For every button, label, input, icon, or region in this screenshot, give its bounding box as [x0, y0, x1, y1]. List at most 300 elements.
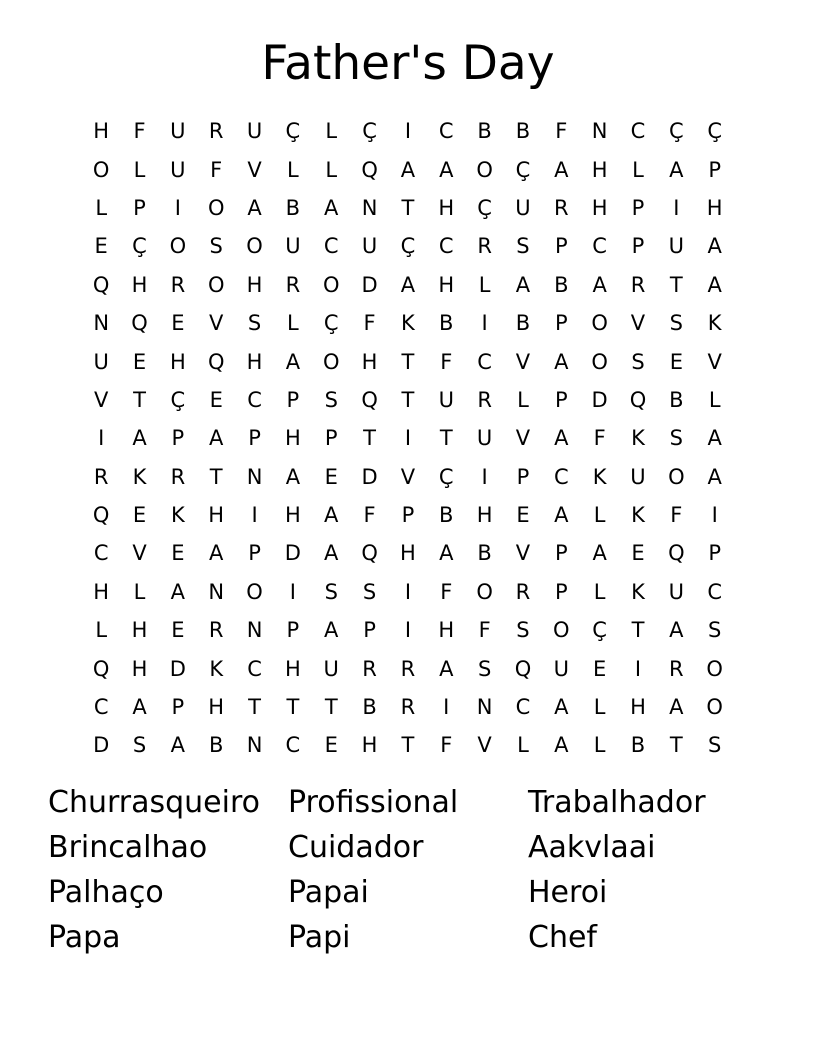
grid-letter[interactable]: T — [286, 695, 300, 720]
grid-letter[interactable]: T — [669, 733, 683, 758]
grid-letter[interactable]: A — [324, 503, 339, 528]
grid-letter[interactable]: U — [668, 234, 685, 259]
grid-letter[interactable]: E — [631, 541, 645, 566]
grid-letter[interactable]: T — [401, 733, 415, 758]
grid-letter[interactable]: K — [592, 464, 607, 489]
grid-letter[interactable]: A — [592, 541, 607, 566]
grid-letter[interactable]: F — [478, 618, 491, 643]
grid-letter[interactable]: R — [93, 464, 109, 489]
grid-letter[interactable]: O — [668, 464, 685, 489]
grid-letter[interactable]: I — [404, 426, 412, 451]
grid-letter[interactable]: T — [324, 695, 338, 720]
grid-letter[interactable]: S — [362, 579, 377, 604]
grid-letter[interactable]: O — [322, 349, 340, 374]
grid-letter[interactable]: I — [174, 195, 181, 220]
grid-letter[interactable]: T — [248, 695, 261, 720]
grid-letter[interactable]: H — [131, 618, 148, 643]
grid-letter[interactable]: Q — [92, 272, 110, 297]
grid-row — [82, 266, 734, 304]
grid-letter[interactable]: A — [209, 426, 224, 451]
grid-letter[interactable]: K — [170, 503, 185, 528]
grid-letter[interactable]: A — [515, 272, 531, 297]
grid-letter[interactable]: R — [208, 618, 224, 643]
grid-letter[interactable]: U — [361, 234, 378, 259]
grid-letter[interactable]: N — [246, 464, 263, 489]
grid-letter[interactable]: H — [591, 157, 608, 182]
grid-letter[interactable]: N — [246, 618, 263, 643]
grid-letter[interactable]: C — [477, 349, 492, 374]
grid-letter[interactable]: C — [247, 387, 262, 412]
grid-letter[interactable]: E — [171, 311, 185, 336]
grid-letter[interactable]: B — [669, 387, 684, 412]
grid-letter[interactable]: O — [591, 311, 608, 336]
grid-letter[interactable]: R — [362, 656, 377, 681]
grid-letter[interactable]: P — [708, 157, 721, 182]
grid-letter[interactable]: A — [285, 464, 301, 489]
grid-letter[interactable]: V — [247, 157, 262, 182]
grid-letter[interactable]: U — [246, 119, 263, 144]
grid-letter[interactable]: P — [554, 387, 568, 412]
grid-letter[interactable]: O — [246, 234, 263, 259]
grid-letter[interactable]: S — [247, 311, 262, 336]
grid-letter[interactable]: R — [630, 272, 646, 297]
grid-letter[interactable]: O — [476, 579, 493, 604]
grid-letter[interactable]: Q — [361, 157, 378, 182]
grid-letter[interactable]: S — [209, 234, 223, 259]
grid-letter[interactable]: R — [170, 272, 186, 297]
grid-letter[interactable]: O — [476, 157, 493, 182]
grid-letter[interactable]: A — [400, 272, 416, 297]
grid-letter[interactable]: D — [284, 541, 301, 566]
grid-letter[interactable]: I — [251, 503, 258, 528]
grid-letter[interactable]: P — [554, 579, 568, 604]
grid-letter[interactable]: U — [668, 579, 685, 604]
grid-letter[interactable]: H — [93, 579, 110, 604]
grid-letter[interactable]: S — [324, 579, 338, 604]
grid-letter[interactable]: E — [516, 503, 530, 528]
grid-letter[interactable]: E — [132, 349, 147, 374]
grid-letter[interactable]: B — [477, 541, 492, 566]
grid-letter[interactable]: H — [208, 503, 225, 528]
grid-letter[interactable]: Ç — [362, 119, 377, 144]
word-list-item: Papa — [48, 919, 121, 955]
grid-letter[interactable]: H — [208, 695, 225, 720]
grid-letter[interactable]: I — [634, 656, 642, 681]
grid-letter[interactable]: H — [246, 272, 263, 297]
grid-letter[interactable]: C — [553, 464, 569, 489]
grid-row — [82, 458, 734, 496]
grid-letter[interactable]: I — [289, 579, 296, 604]
grid-letter[interactable]: N — [476, 695, 493, 720]
grid-letter[interactable]: Q — [514, 656, 532, 681]
grid-letter[interactable]: A — [554, 503, 569, 528]
grid-letter[interactable]: L — [287, 311, 299, 336]
grid-letter[interactable]: U — [476, 426, 493, 451]
grid-letter[interactable]: E — [669, 349, 683, 374]
grid-letter[interactable]: O — [169, 234, 187, 259]
grid-letter[interactable]: H — [476, 503, 493, 528]
grid-letter[interactable]: P — [171, 695, 185, 720]
grid-letter[interactable]: K — [631, 579, 645, 604]
grid-letter[interactable]: F — [210, 157, 223, 182]
grid-letter[interactable]: V — [515, 541, 531, 566]
grid-letter[interactable]: P — [286, 618, 300, 643]
grid-letter[interactable]: A — [554, 349, 569, 374]
grid-letter[interactable]: Q — [361, 387, 378, 412]
grid-letter[interactable]: D — [93, 733, 110, 758]
grid-letter[interactable]: H — [438, 618, 455, 643]
grid-letter[interactable]: Ç — [477, 195, 492, 220]
grid-letter[interactable]: E — [94, 234, 108, 259]
grid-letter[interactable]: C — [592, 234, 607, 259]
grid-letter[interactable]: B — [554, 272, 569, 297]
grid-letter[interactable]: P — [248, 426, 261, 451]
grid-letter[interactable]: A — [554, 733, 569, 758]
grid-letter[interactable]: I — [98, 426, 105, 451]
grid-letter[interactable]: D — [361, 464, 378, 489]
grid-letter[interactable]: P — [171, 426, 185, 451]
grid-letter[interactable]: V — [477, 733, 492, 758]
grid-letter[interactable]: Q — [92, 503, 110, 528]
grid-letter[interactable]: S — [669, 426, 683, 451]
grid-letter[interactable]: A — [707, 464, 722, 489]
grid-letter[interactable]: A — [247, 195, 262, 220]
grid-letter[interactable]: A — [170, 733, 186, 758]
grid-letter[interactable]: Ç — [438, 464, 454, 489]
grid-letter[interactable]: C — [630, 119, 646, 144]
grid-letter[interactable]: S — [516, 234, 530, 259]
word-list-item: Heroi — [528, 874, 608, 910]
grid-letter[interactable]: T — [439, 426, 453, 451]
grid-letter[interactable]: V — [707, 349, 722, 374]
grid-letter[interactable]: H — [361, 733, 378, 758]
grid-letter[interactable]: L — [593, 579, 606, 604]
grid-letter[interactable]: L — [517, 387, 529, 412]
grid-letter[interactable]: O — [207, 272, 225, 297]
grid-letter[interactable]: U — [438, 387, 454, 412]
grid-letter[interactable]: P — [248, 541, 261, 566]
grid-letter[interactable]: O — [322, 272, 340, 297]
grid-letter[interactable]: K — [631, 426, 645, 451]
grid-letter[interactable]: H — [438, 272, 455, 297]
grid-letter[interactable]: R — [208, 119, 224, 144]
grid-letter[interactable]: U — [170, 119, 186, 144]
grid-letter[interactable]: R — [515, 579, 531, 604]
grid-letter[interactable]: I — [404, 579, 412, 604]
grid-letter[interactable]: L — [593, 695, 606, 720]
grid-letter[interactable]: U — [285, 234, 301, 259]
grid-letter[interactable]: D — [591, 387, 608, 412]
grid-letter[interactable]: N — [361, 195, 378, 220]
grid-letter[interactable]: Q — [207, 349, 225, 374]
grid-letter[interactable]: H — [361, 349, 378, 374]
grid-letter[interactable]: L — [95, 618, 108, 643]
grid-letter[interactable]: B — [515, 119, 531, 144]
grid-letter[interactable]: Q — [361, 541, 378, 566]
grid-letter[interactable]: E — [324, 464, 338, 489]
grid-letter[interactable]: A — [707, 272, 722, 297]
grid-letter[interactable]: A — [439, 541, 454, 566]
grid-letter[interactable]: Q — [92, 656, 110, 681]
grid-letter[interactable]: O — [591, 349, 608, 374]
grid-letter[interactable]: H — [246, 349, 263, 374]
grid-letter[interactable]: A — [592, 272, 607, 297]
grid-letter[interactable]: I — [673, 195, 680, 220]
grid-letter[interactable]: U — [630, 464, 646, 489]
grid-letter[interactable]: H — [169, 349, 186, 374]
grid-letter[interactable]: H — [400, 541, 416, 566]
grid-letter[interactable]: P — [363, 618, 376, 643]
grid-letter[interactable]: F — [440, 733, 453, 758]
grid-letter[interactable]: L — [593, 733, 606, 758]
grid-row — [82, 649, 734, 687]
grid-letter[interactable]: A — [554, 157, 569, 182]
grid-letter[interactable]: V — [630, 311, 646, 336]
grid-letter[interactable]: Ç — [132, 234, 147, 259]
grid-letter[interactable]: H — [706, 195, 723, 220]
grid-letter[interactable]: C — [93, 541, 109, 566]
grid-letter[interactable]: T — [363, 426, 376, 451]
grid-letter[interactable]: B — [285, 195, 301, 220]
grid-letter[interactable]: U — [170, 157, 186, 182]
grid-letter[interactable]: A — [439, 656, 454, 681]
grid-letter[interactable]: L — [133, 157, 146, 182]
grid-letter[interactable]: I — [711, 503, 718, 528]
grid-letter[interactable]: F — [133, 119, 146, 144]
grid-letter[interactable]: R — [285, 272, 301, 297]
grid-letter[interactable]: I — [404, 618, 412, 643]
grid-letter[interactable]: A — [170, 579, 186, 604]
grid-letter[interactable]: Q — [131, 311, 148, 336]
grid-row — [82, 227, 734, 265]
grid-letter[interactable]: N — [93, 311, 110, 336]
grid-letter[interactable]: L — [708, 387, 721, 412]
grid-letter[interactable]: T — [631, 618, 645, 643]
grid-letter[interactable]: T — [401, 349, 415, 374]
grid-letter[interactable]: O — [706, 695, 723, 720]
grid-letter[interactable]: Ç — [668, 119, 684, 144]
grid-letter[interactable]: B — [439, 311, 454, 336]
grid-letter[interactable]: H — [284, 656, 301, 681]
grid-letter[interactable]: H — [131, 272, 148, 297]
grid-letter[interactable]: P — [708, 541, 721, 566]
grid-letter[interactable]: S — [324, 387, 338, 412]
grid-letter[interactable]: Ç — [285, 119, 301, 144]
grid-letter[interactable]: B — [515, 311, 531, 336]
grid-letter[interactable]: P — [554, 311, 568, 336]
grid-letter[interactable]: A — [669, 618, 684, 643]
grid-letter[interactable]: R — [400, 656, 416, 681]
grid-letter[interactable]: S — [132, 733, 147, 758]
grid-letter[interactable]: A — [132, 426, 147, 451]
grid-letter[interactable]: F — [440, 579, 453, 604]
grid-letter[interactable]: S — [631, 349, 645, 374]
grid-letter[interactable]: L — [133, 579, 146, 604]
grid-letter[interactable]: V — [515, 426, 531, 451]
grid-letter[interactable]: H — [131, 656, 148, 681]
grid-letter[interactable]: C — [247, 656, 262, 681]
grid-letter[interactable]: D — [169, 656, 186, 681]
grid-letter[interactable]: L — [325, 157, 338, 182]
grid-letter[interactable]: T — [401, 387, 415, 412]
grid-letter[interactable]: C — [323, 234, 339, 259]
grid-letter[interactable]: C — [515, 695, 531, 720]
grid-letter[interactable]: E — [209, 387, 223, 412]
grid-letter[interactable]: A — [324, 618, 339, 643]
grid-letter[interactable]: A — [554, 426, 569, 451]
grid-letter[interactable]: L — [517, 733, 529, 758]
grid-letter[interactable]: T — [669, 272, 683, 297]
grid-letter[interactable]: Ç — [515, 157, 531, 182]
grid-letter[interactable]: F — [363, 503, 376, 528]
grid-letter[interactable]: R — [554, 195, 569, 220]
grid-letter[interactable]: B — [439, 503, 454, 528]
word-list — [48, 780, 768, 960]
grid-letter[interactable]: L — [287, 157, 299, 182]
grid-letter[interactable]: F — [670, 503, 683, 528]
grid-letter[interactable]: F — [440, 349, 453, 374]
grid-letter[interactable]: K — [707, 311, 722, 336]
grid-letter[interactable]: E — [324, 733, 338, 758]
grid-letter[interactable]: K — [631, 503, 645, 528]
grid-letter[interactable]: K — [132, 464, 147, 489]
grid-letter[interactable]: S — [708, 733, 722, 758]
grid-letter[interactable]: B — [208, 733, 224, 758]
grid-letter[interactable]: Ç — [707, 119, 722, 144]
grid-letter[interactable]: A — [285, 349, 301, 374]
grid-letter[interactable]: P — [324, 426, 338, 451]
grid-letter[interactable]: O — [92, 157, 110, 182]
grid-letter[interactable]: V — [93, 387, 109, 412]
grid-letter[interactable]: K — [401, 311, 415, 336]
grid-letter[interactable]: A — [400, 157, 416, 182]
grid-letter[interactable]: C — [438, 119, 454, 144]
grid-letter[interactable]: R — [477, 234, 492, 259]
grid-letter[interactable]: L — [325, 119, 338, 144]
grid-letter[interactable]: L — [478, 272, 491, 297]
grid-letter[interactable]: B — [362, 695, 377, 720]
grid-letter[interactable]: L — [632, 157, 644, 182]
grid-letter[interactable]: Ç — [592, 618, 607, 643]
grid-letter[interactable]: U — [93, 349, 109, 374]
grid-letter[interactable]: T — [209, 464, 223, 489]
grid-letter[interactable]: O — [246, 579, 263, 604]
grid-letter[interactable]: B — [477, 119, 492, 144]
grid-letter[interactable]: A — [324, 541, 339, 566]
grid-letter[interactable]: U — [553, 656, 569, 681]
grid-letter[interactable]: H — [438, 195, 455, 220]
grid-letter[interactable]: I — [443, 695, 450, 720]
grid-letter[interactable]: I — [404, 119, 412, 144]
grid-letter[interactable]: C — [707, 579, 722, 604]
grid-letter[interactable]: P — [286, 387, 300, 412]
grid-letter[interactable]: V — [515, 349, 531, 374]
grid-letter[interactable]: H — [284, 426, 301, 451]
grid-letter[interactable]: T — [401, 195, 415, 220]
grid-row — [82, 189, 734, 227]
grid-letter[interactable]: C — [285, 733, 301, 758]
grid-letter[interactable]: Q — [668, 541, 685, 566]
grid-letter[interactable]: L — [593, 503, 606, 528]
grid-letter[interactable]: N — [246, 733, 263, 758]
grid-letter[interactable]: P — [554, 234, 568, 259]
grid-letter[interactable]: A — [209, 541, 224, 566]
grid-letter[interactable]: A — [669, 695, 684, 720]
grid-letter[interactable]: P — [631, 234, 645, 259]
page-title: Father's Day — [261, 36, 555, 91]
grid-letter[interactable]: R — [170, 464, 186, 489]
grid-letter[interactable]: V — [209, 311, 224, 336]
grid-letter[interactable]: F — [593, 426, 606, 451]
grid-letter[interactable]: S — [477, 656, 492, 681]
grid-letter[interactable]: D — [361, 272, 378, 297]
grid-letter[interactable]: R — [477, 387, 492, 412]
grid-letter[interactable]: A — [669, 157, 684, 182]
grid-letter[interactable]: S — [669, 311, 683, 336]
grid-letter[interactable]: U — [515, 195, 531, 220]
grid-letter[interactable]: C — [438, 234, 454, 259]
grid-letter[interactable]: A — [554, 695, 569, 720]
grid-letter[interactable]: Q — [629, 387, 647, 412]
grid-letter[interactable]: P — [516, 464, 530, 489]
grid-letter[interactable]: P — [554, 541, 568, 566]
grid-letter[interactable]: H — [630, 695, 646, 720]
grid-letter[interactable]: Ç — [400, 234, 416, 259]
word-list-item: Churrasqueiro — [48, 784, 261, 820]
grid-letter[interactable]: A — [324, 195, 339, 220]
grid-letter[interactable]: N — [208, 579, 225, 604]
grid-letter[interactable]: A — [707, 426, 722, 451]
grid-letter[interactable]: H — [93, 119, 110, 144]
grid-letter[interactable]: F — [555, 119, 568, 144]
grid-letter[interactable]: A — [439, 157, 454, 182]
grid-letter[interactable]: C — [93, 695, 109, 720]
grid-letter[interactable]: T — [133, 387, 146, 412]
grid-letter[interactable]: I — [481, 464, 488, 489]
grid-letter[interactable]: U — [323, 656, 339, 681]
grid-letter[interactable]: F — [363, 311, 376, 336]
grid-letter[interactable]: Ç — [323, 311, 339, 336]
grid-letter[interactable]: E — [171, 618, 185, 643]
grid-letter[interactable]: B — [630, 733, 646, 758]
grid-letter[interactable]: H — [284, 503, 301, 528]
grid-letter[interactable]: R — [400, 695, 416, 720]
word-list-item: Chef — [528, 919, 597, 955]
grid-letter[interactable]: V — [400, 464, 416, 489]
grid-letter[interactable]: S — [516, 618, 530, 643]
grid-letter[interactable]: H — [591, 195, 608, 220]
grid-letter[interactable]: E — [132, 503, 147, 528]
grid-letter[interactable]: E — [593, 656, 607, 681]
grid-letter[interactable]: K — [209, 656, 224, 681]
grid-letter[interactable]: Ç — [170, 387, 186, 412]
grid-letter[interactable]: A — [707, 234, 722, 259]
grid-letter[interactable]: O — [553, 618, 570, 643]
grid-letter[interactable]: P — [401, 503, 415, 528]
grid-letter[interactable]: N — [591, 119, 608, 144]
grid-letter[interactable]: O — [207, 195, 225, 220]
grid-letter[interactable]: L — [95, 195, 108, 220]
grid-letter[interactable]: E — [171, 541, 185, 566]
grid-letter[interactable]: S — [708, 618, 722, 643]
grid-letter[interactable]: I — [481, 311, 488, 336]
grid-letter[interactable]: R — [669, 656, 684, 681]
grid-letter[interactable]: V — [132, 541, 147, 566]
grid-letter[interactable]: P — [133, 195, 146, 220]
grid-letter[interactable]: P — [631, 195, 645, 220]
grid-letter[interactable]: O — [706, 656, 723, 681]
grid-letter[interactable]: A — [132, 695, 147, 720]
